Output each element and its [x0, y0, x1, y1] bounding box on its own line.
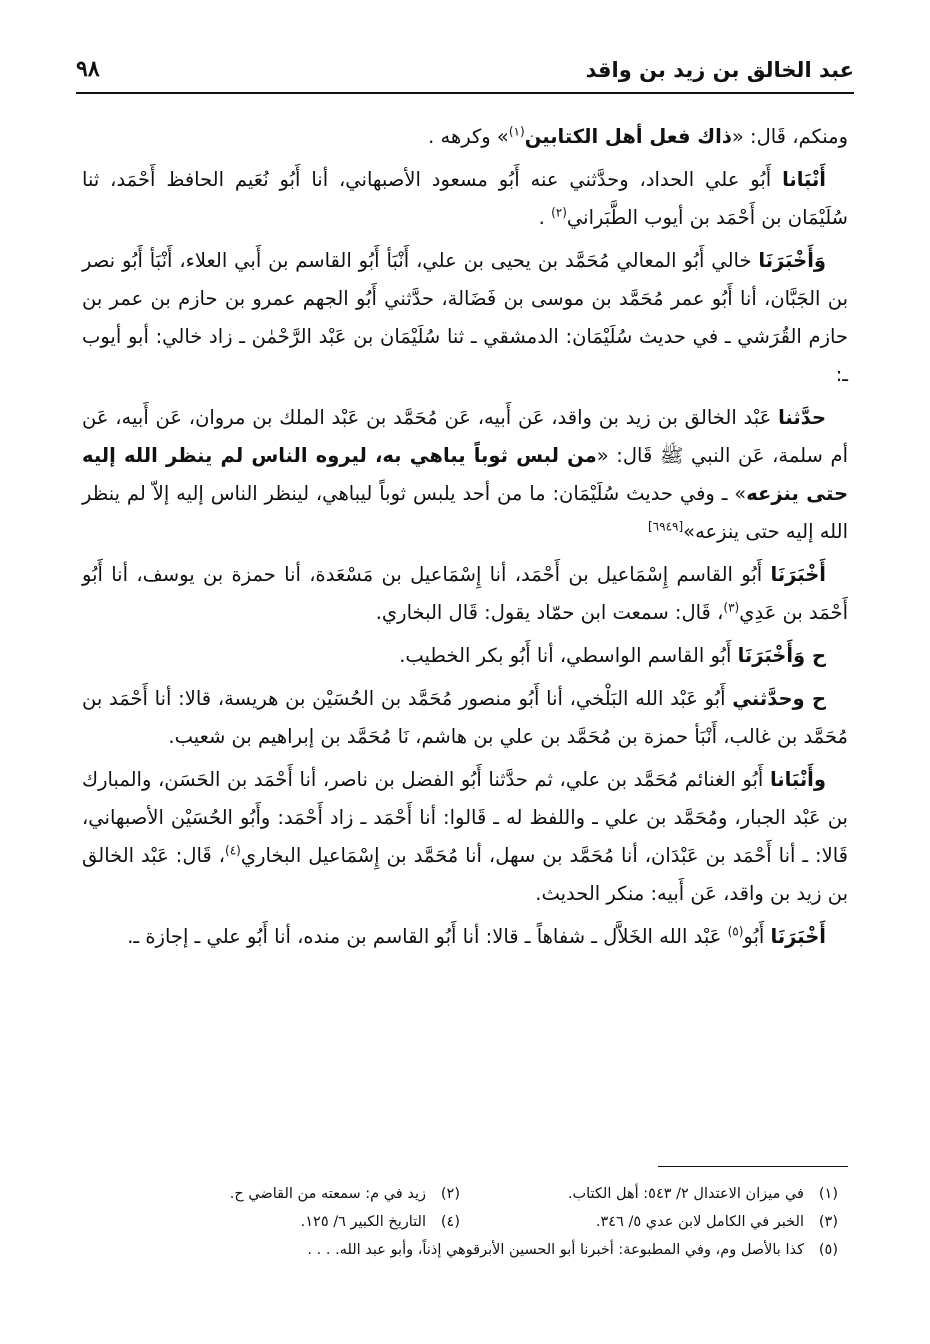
- text-segment: خالي أَبُو المعالي مُحَمَّد بن يحيى بن علي، أَنْبَأ أَبُو القاسم بن أَبي العلاء، أَنْبَأ أَبُو نصر بن الجَبَّان، أنا أَبُو عمر مُحَمَّد بن موسى بن فَضَالة، حدَّثني أَبُو الجهم عمرو بن حازم بن عمر بن حازم القُرَشي ـ في حديث سُلَيْمَان: الدمشقي ـ ثنا سُلَيْمَان بن عَبْد الرَّحْمٰن ـ زاد خالي: أبو أيوب ـ:: [82, 249, 848, 386]
- footnote-1: [460, 1180, 838, 1208]
- paragraph-8: [82, 761, 848, 913]
- footnote-row: [82, 1180, 838, 1208]
- footnote-number: (١): [818, 1186, 838, 1202]
- footnote-row: [82, 1236, 838, 1264]
- footnote-4: [82, 1208, 460, 1236]
- footnote-ref: (٢): [551, 205, 567, 220]
- isnad-lead: ح وحدَّثني: [732, 687, 826, 710]
- footnote-ref: (٣): [723, 600, 740, 615]
- footnote-row: [82, 1208, 838, 1236]
- text-segment: أَبُو الغنائم مُحَمَّد بن علي، ثم حدَّثنا أَبُو الفضل بن ناصر، أنا أَحْمَد بن الحَسَن، والمبارك بن عَبْد الجبار، ومُحَمَّد بن علي ـ واللفظ له ـ قَالوا: أنا أَحْمَد ـ زاد أَحْمَد: وأَبُو الحُسَيْن الأصبهاني، قَالا: ـ أنا أَحْمَد بن عَبْدَان، أنا مُحَمَّد بن سهل، أنا مُحَمَّد بن إِسْمَاعيل البخاري: [82, 768, 848, 867]
- isnad-lead: وأَنْبَانا: [769, 768, 826, 791]
- hadith-quote: من لبس ثوباً يباهي به، ليروه الناس لم ينظر الله إليه حتى ينزعه: [82, 444, 848, 505]
- hadith-number: [٦٩٤٩]: [647, 519, 684, 534]
- footnote-ref: (١): [508, 124, 525, 139]
- isnad-lead: أَخْبَرَنَا: [770, 563, 826, 586]
- hadith-quote: ذاك فعل أهل الكتابين: [524, 125, 732, 148]
- paragraph-4: [82, 399, 848, 551]
- paragraph-7: [82, 680, 848, 756]
- footnote-text: كذا بالأصل وم، وفي المطبوعة: أخبرنا أبو الحسين الأبرقوهي إذناً، وأبو عبد الله. . . .: [307, 1242, 804, 1258]
- footnote-number: (٤): [440, 1214, 460, 1230]
- text-segment: ، قَال: سمعت ابن حمّاد يقول: قَال البخاري.: [375, 601, 724, 624]
- running-title: عبد الخالق بن زيد بن واقد: [585, 58, 854, 82]
- text-segment: أَبُو: [743, 925, 771, 948]
- text-segment: أَبُو علي الحداد، وحدَّثني عنه أَبُو مسعود الأصبهاني، أنا أَبُو نُعَيم الحافظ أَحْمَد، ثنا سُلَيْمَان بن أَحْمَد بن أيوب الطَّبَراني: [82, 168, 848, 229]
- isnad-lead: أَخْبَرَنَا: [770, 925, 826, 948]
- page-header: [76, 52, 854, 94]
- text-segment: ، قَال: عَبْد الخالق بن زيد بن واقد، عَن أَبيه: منكر الحديث.: [82, 844, 848, 905]
- text-segment: أَبُو القاسم إِسْمَاعيل بن أَحْمَد، أنا إِسْمَاعيل بن مَسْعَدة، أنا حمزة بن يوسف، أنا أَبُو أَحْمَد بن عَدِي: [82, 563, 848, 624]
- footnote-number: (٢): [440, 1186, 460, 1202]
- paragraph-1: [82, 118, 848, 156]
- main-text: [82, 118, 848, 961]
- text-segment: عَبْد الخالق بن زيد بن واقد، عَن أَبيه، عَن مُحَمَّد بن عَبْد الملك بن مروان، عَن أَبيه، عَن أم سلمة، عَن النبي ﷺ قَال: «: [82, 406, 848, 467]
- footnote-text: التاريخ الكبير ٦/ ١٢٥.: [300, 1214, 426, 1230]
- paragraph-3: [82, 242, 848, 394]
- footnote-ref: (٤): [225, 843, 241, 858]
- text-segment: ومنكم، قَال: «: [731, 125, 848, 148]
- footnote-text: في ميزان الاعتدال ٢/ ٥٤٣: أهل الكتاب.: [567, 1186, 804, 1202]
- text-segment: أَبُو عَبْد الله البَلْخي، أنا أَبُو منصور مُحَمَّد بن الحُسَيْن بن هريسة، قالا: أنا أَحْمَد بن مُحَمَّد بن غالب، أَنْبَأ حمزة بن مُحَمَّد بن علي بن هاشم، نَا مُحَمَّد بن إبراهيم بن شعيب.: [82, 687, 848, 748]
- footnote-text: الخبر في الكامل لابن عدي ٥/ ٣٤٦.: [595, 1214, 804, 1230]
- text-segment: .: [538, 206, 552, 229]
- page-number: ٩٨: [76, 56, 100, 82]
- footnotes: [82, 1180, 838, 1264]
- text-segment: أَبُو القاسم الواسطي، أنا أَبُو بكر الخطيب.: [399, 644, 738, 667]
- paragraph-9: [82, 918, 848, 956]
- footnote-5: [82, 1236, 838, 1264]
- paragraph-2: [82, 161, 848, 237]
- paragraph-6: [82, 637, 848, 675]
- isnad-lead: أَنْبَانا: [782, 168, 826, 191]
- footnote-text: زيد في م: سمعته من القاضي ح.: [229, 1186, 426, 1202]
- isnad-lead: حدَّثنا: [778, 406, 826, 429]
- paragraph-5: [82, 556, 848, 632]
- footnote-3: [460, 1208, 838, 1236]
- footnote-divider: [658, 1166, 848, 1167]
- isnad-lead: ح وَأَخْبَرَنَا: [737, 644, 826, 667]
- text-segment: » ـ وفي حديث سُلَيْمَان: ما من أحد يلبس ثوباً ليباهي، لينظر الناس إليه إلاّ لم ينظر الله إليه حتى ينزعه»: [82, 482, 848, 543]
- text-segment: » وكرهه .: [428, 125, 509, 148]
- text-segment: عَبْد الله الخَلاَّل ـ شفاهاً ـ قالا: أنا أَبُو القاسم بن منده، أنا أَبُو علي ـ إجازة ـ.: [127, 925, 728, 948]
- footnote-number: (٥): [818, 1242, 838, 1258]
- footnote-ref: (٥): [727, 924, 744, 939]
- isnad-lead: وَأَخْبَرَنَا: [758, 249, 826, 272]
- footnote-2: [82, 1180, 460, 1208]
- footnote-number: (٣): [818, 1214, 838, 1230]
